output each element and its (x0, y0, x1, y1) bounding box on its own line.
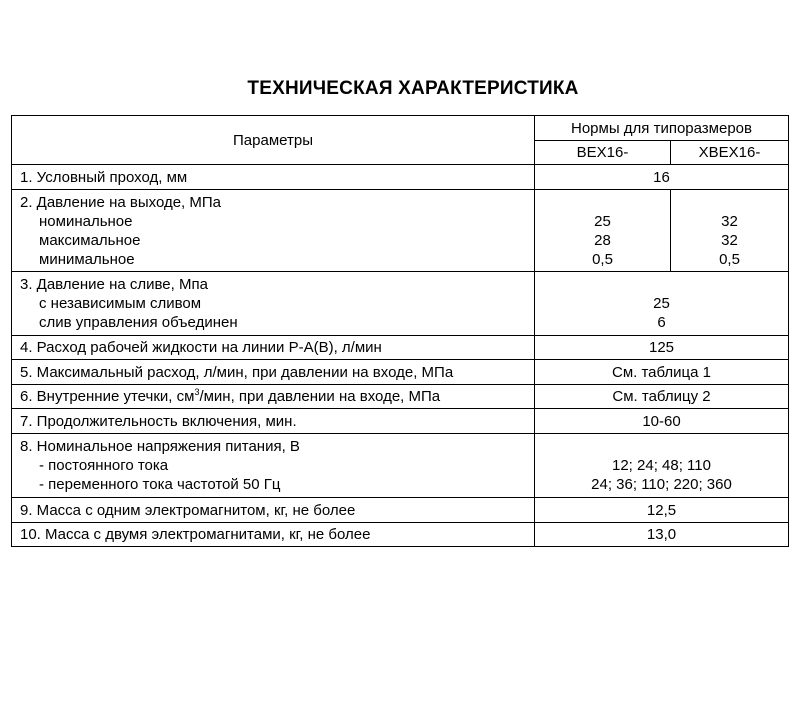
row-8-label-cell (12, 434, 535, 498)
page-title: ТЕХНИЧЕСКАЯ ХАРАКТЕРИСТИКА (247, 78, 579, 99)
row-2-b-maximal: 32 (721, 231, 738, 249)
table-row (12, 272, 789, 336)
table-row (12, 523, 789, 547)
row-5-value: См. таблица 1 (535, 360, 789, 385)
table-row (12, 165, 789, 190)
row-2-a-nominal: 25 (594, 212, 611, 230)
row-8-sub-2: - переменного тока частотой 50 Гц (39, 476, 281, 493)
row-10-label: 10. Масса с двумя электромагнитами, кг, не более (12, 523, 535, 547)
row-8-values (535, 434, 789, 498)
row-2-label-cell (12, 190, 535, 272)
row-3-sub-1: с независимым сливом (39, 295, 202, 312)
row-2-b-minimal: 0,5 (719, 250, 740, 268)
table-row (12, 385, 789, 409)
row-1-value: 16 (535, 165, 789, 190)
row-2-spacer-b (679, 193, 780, 212)
table-row (12, 409, 789, 434)
table-row (12, 190, 789, 272)
header-row (12, 116, 789, 141)
row-5-label: 5. Максимальный расход, л/мин, при давлении на входе, МПа (12, 360, 535, 385)
row-8-spacer (543, 437, 780, 456)
row-6-label-a: 6. Внутренние утечки, см (20, 388, 195, 405)
row-8-value-1: 12; 24; 48; 110 (612, 457, 711, 474)
row-2-sub-minimal: минимальное (39, 250, 135, 268)
header-params: Параметры (12, 116, 535, 165)
row-2-values-a (535, 190, 671, 272)
table-row (12, 360, 789, 385)
row-6-label-cell (12, 385, 535, 409)
table-row (12, 336, 789, 360)
row-2-b-nominal: 32 (721, 212, 738, 230)
row-2-sub-nominal: номинальное (39, 212, 133, 230)
row-6-label-b: /мин, при давлении на входе, МПа (199, 388, 441, 405)
row-2-label: 2. Давление на выходе, МПа (20, 193, 222, 211)
row-4-value: 125 (535, 336, 789, 360)
row-8-sub-1: - постоянного тока (39, 457, 169, 474)
header-type-b: ХВЕХ16- (671, 141, 789, 165)
row-3-spacer (543, 275, 780, 294)
row-7-label: 7. Продолжительность включения, мин. (12, 409, 535, 434)
table-row (12, 434, 789, 498)
row-6-label-sup: 3 (194, 387, 200, 397)
row-3-label: 3. Давление на сливе, Мпа (20, 276, 208, 293)
row-6-value: См. таблицу 2 (535, 385, 789, 409)
row-7-value: 10-60 (535, 409, 789, 434)
row-4-label: 4. Расход рабочей жидкости на линии Р-А(В), л/мин (12, 336, 535, 360)
row-3-label-cell (12, 272, 535, 336)
table-row (12, 498, 789, 523)
row-2-spacer-a (543, 193, 662, 212)
header-norms: Нормы для типоразмеров (535, 116, 789, 141)
row-3-values (535, 272, 789, 336)
row-8-value-2: 24; 36; 110; 220; 360 (591, 476, 732, 493)
row-2-sub-maximal: максимальное (39, 231, 141, 249)
row-2-a-minimal: 0,5 (592, 250, 613, 268)
header-type-a: ВЕХ16- (535, 141, 671, 165)
row-2-a-maximal: 28 (594, 231, 611, 249)
row-10-value: 13,0 (535, 523, 789, 547)
row-3-sub-2: слив управления объединен (39, 314, 238, 331)
row-9-label: 9. Масса с одним электромагнитом, кг, не более (12, 498, 535, 523)
row-3-value-1: 25 (653, 295, 670, 312)
row-1-label: 1. Условный проход, мм (12, 165, 535, 190)
row-2-values-b (671, 190, 789, 272)
row-3-value-2: 6 (657, 314, 666, 331)
row-9-value: 12,5 (535, 498, 789, 523)
row-8-label: 8. Номинальное напряжения питания, В (20, 438, 300, 455)
spec-table (11, 115, 789, 547)
